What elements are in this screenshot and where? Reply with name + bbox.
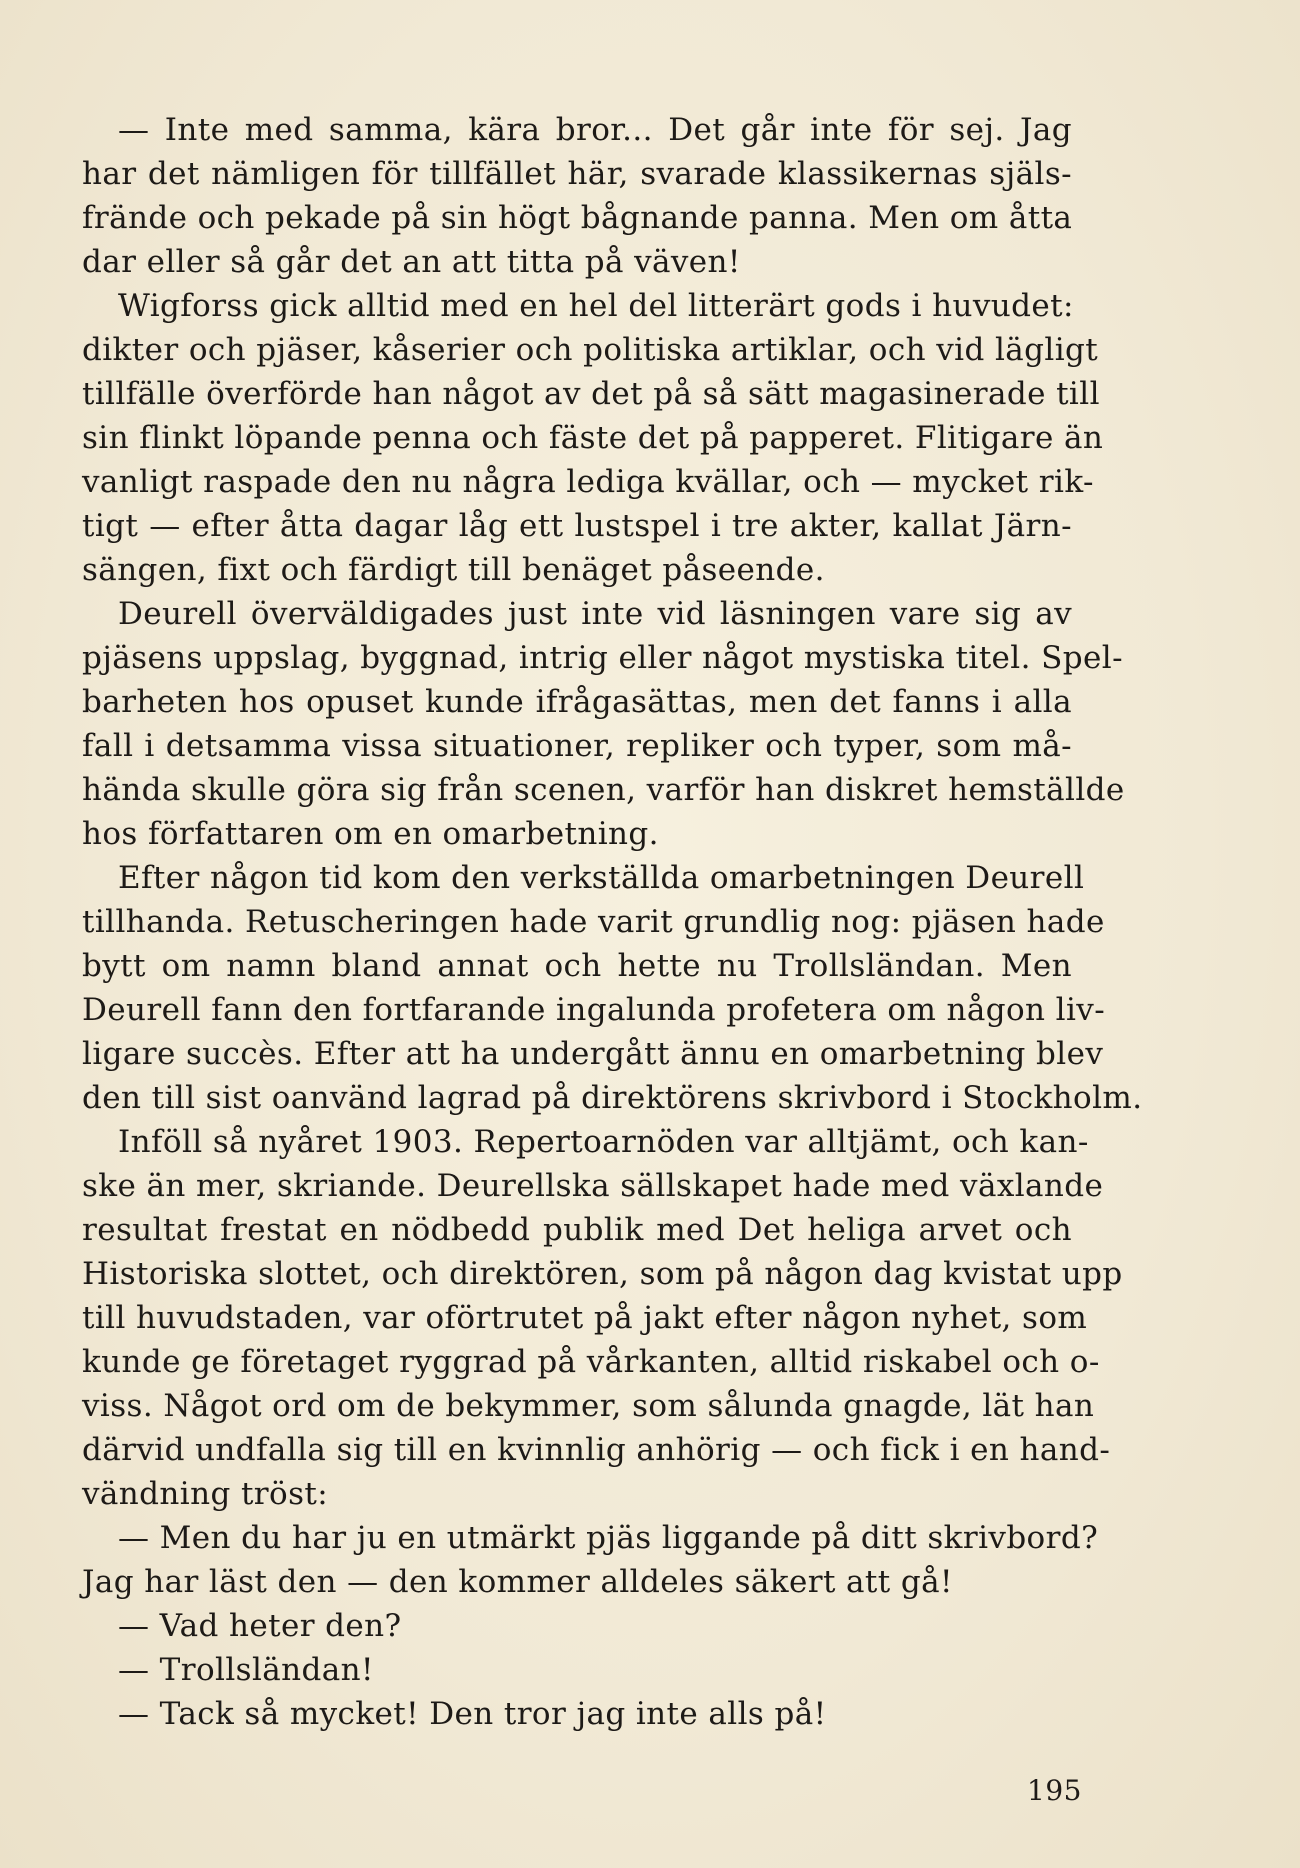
text-line: fall i detsamma vissa situationer, repliker och typer, som må- [82,728,1072,764]
text-line: pjäsens uppslag, byggnad, intrig eller något mystiska titel. Spel- [82,640,1123,676]
text-line: Inföll så nyåret 1903. Repertoarnöden var alltjämt, och kan- [118,1124,1089,1160]
text-line: Wigforss gick alltid med en hel del litterärt gods i huvudet: [118,288,1074,324]
text-line: tillfälle överförde han något av det på så sätt magasinerade till [82,376,1100,412]
text-line: kunde ge företaget ryggrad på vårkanten, alltid riskabel och o- [82,1344,1100,1380]
text-line: Efter någon tid kom den verkställda omarbetningen Deurell [118,860,1085,896]
text-line: Deurell överväldigades just inte vid läsningen vare sig av [118,596,1072,632]
text-line: resultat frestat en nödbedd publik med Det heliga arvet och [82,1212,1072,1248]
text-line: frände och pekade på sin högt bågnande panna. Men om åtta [82,200,1073,236]
text-line: bytt om namn bland annat och hette nu Trollsländan. Men [82,948,1072,984]
text-line: hända skulle göra sig från scenen, varför han diskret hemställde [82,772,1125,808]
text-line: vanligt raspade den nu några lediga kvällar, och — mycket rik- [82,464,1094,500]
page-number: 195 [1027,1774,1082,1807]
text-line: tigt — efter åtta dagar låg ett lustspel i tre akter, kallat Järn- [82,508,1072,544]
body-text [82,108,1143,1736]
text-line: barheten hos opuset kunde ifrågasättas, men det fanns i alla [82,684,1072,720]
text-line: sin flinkt löpande penna och fäste det på papperet. Flitigare än [82,420,1104,456]
text-line: — Men du har ju en utmärkt pjäs liggande på ditt skrivbord? [118,1520,1099,1556]
text-line: ske än mer, skriande. Deurellska sällskapet hade med växlande [82,1168,1104,1204]
text-line: dar eller så går det an att titta på väven! [82,244,741,280]
text-line: ligare succès. Efter att ha undergått ännu en omarbetning blev [82,1036,1104,1072]
text-line: Deurell fann den fortfarande ingalunda profetera om någon liv- [82,992,1106,1028]
text-line: vändning tröst: [82,1476,329,1512]
text-line: dikter och pjäser, kåserier och politiska artiklar, och vid lägligt [82,332,1099,368]
text-line: — Vad heter den? [118,1608,402,1644]
text-line: den till sist oanvänd lagrad på direktörens skrivbord i Stockholm. [82,1080,1143,1116]
text-line: Historiska slottet, och direktören, som på någon dag kvistat upp [82,1256,1123,1292]
text-line: hos författaren om en omarbetning. [82,816,659,852]
text-line: tillhanda. Retuscheringen hade varit grundlig nog: pjäsen hade [82,904,1105,940]
text-line: till huvudstaden, var oförtrutet på jakt efter någon nyhet, som [82,1300,1088,1336]
text-line: — Tack så mycket! Den tror jag inte alls på! [118,1696,827,1732]
text-line: viss. Något ord om de bekymmer, som sålunda gnagde, lät han [82,1388,1095,1424]
text-line: sängen, fixt och färdigt till benäget påseende. [82,552,825,588]
text-line: därvid undfalla sig till en kvinnlig anhörig — och fick i en hand- [82,1432,1111,1468]
text-line: — Inte med samma, kära bror... Det går inte för sej. Jag [118,112,1072,148]
text-line: — Trollsländan! [118,1652,374,1688]
text-line: har det nämligen för tillfället här, svarade klassikernas själs- [82,156,1072,192]
text-line: Jag har läst den — den kommer alldeles säkert att gå! [82,1564,953,1600]
